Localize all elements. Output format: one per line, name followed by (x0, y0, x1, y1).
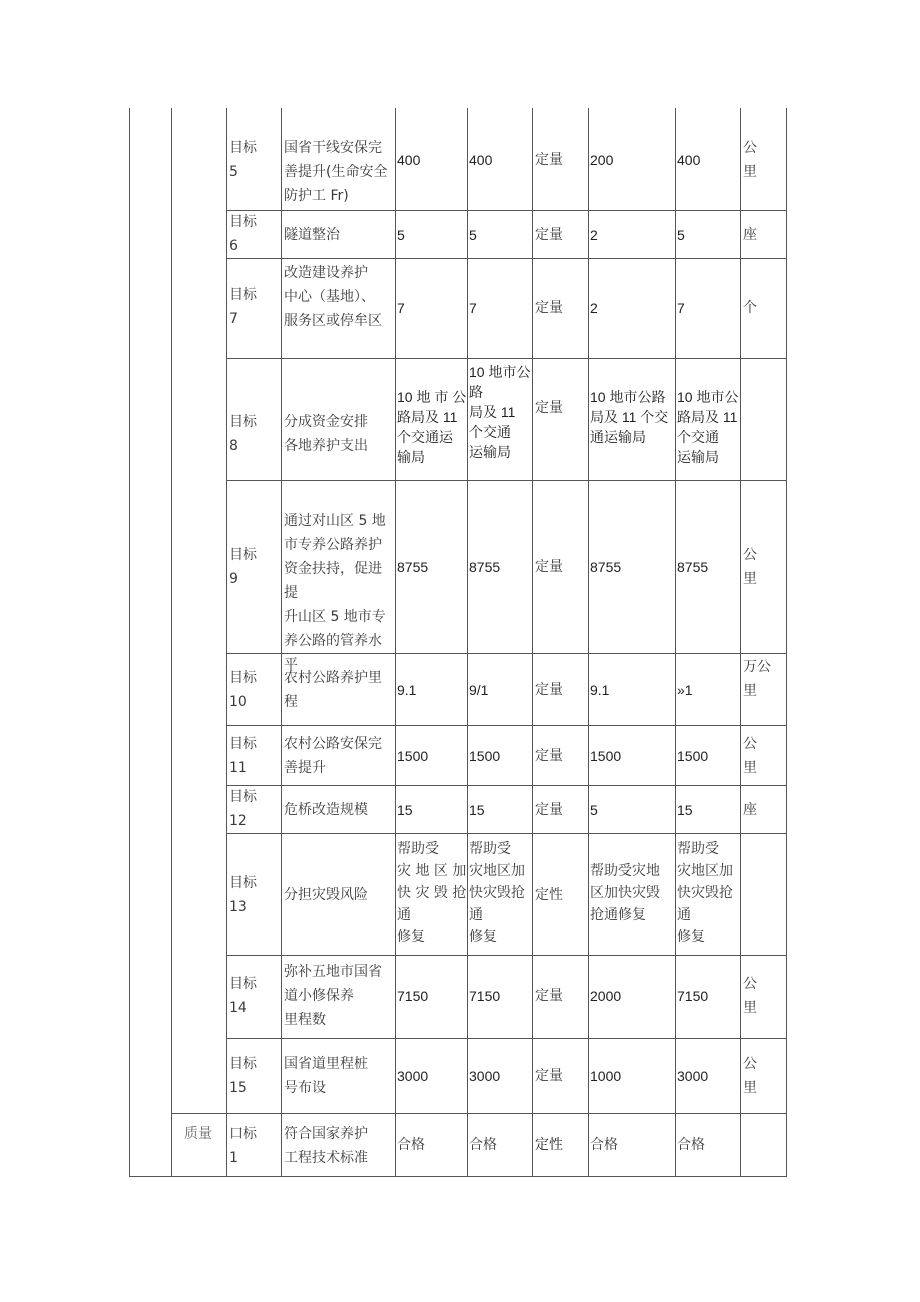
unit: 座 (743, 227, 757, 243)
target-value: 帮助受 灾地区加 快灾毁抢 通 修复 (469, 841, 525, 945)
target-value: 7150 (469, 988, 501, 1004)
row-divider (226, 955, 787, 956)
completed-value: 1500 (590, 748, 622, 764)
indicator-type: 定量 (535, 300, 563, 316)
target-value: 10 地市公 路 局及 11 个交通 运输局 (469, 364, 531, 460)
target-id: 目标 8 (229, 414, 257, 454)
table-border-left (129, 108, 130, 1177)
planned-value: 3000 (397, 1068, 429, 1084)
target-description: 农村公路安保完 善提升 (284, 736, 382, 776)
final-value: 10 地市公 路局及 11 个交通 运输局 (677, 389, 739, 465)
final-value: 3000 (677, 1068, 709, 1084)
target-id: 目标 9 (229, 547, 257, 587)
unit: 万公 里 (743, 659, 771, 699)
indicator-type: 定量 (535, 988, 563, 1004)
unit: 公 里 (743, 1056, 757, 1096)
table-col-line (588, 108, 589, 1177)
planned-value: 5 (397, 227, 405, 243)
target-value: 3000 (469, 1068, 501, 1084)
completed-value: 2000 (590, 988, 622, 1004)
row-divider (226, 258, 787, 259)
table-col-line (467, 108, 468, 1177)
indicator-type: 定量 (535, 1068, 563, 1084)
indicator-type: 定量 (535, 748, 563, 764)
table-col-line (740, 108, 741, 1177)
table-col-line (395, 108, 396, 1177)
target-value: 合格 (469, 1137, 497, 1153)
completed-value: 2 (590, 300, 598, 316)
target-value: 1500 (469, 748, 501, 764)
completed-value: 合格 (590, 1137, 618, 1153)
row-divider (226, 785, 787, 786)
unit: 个 (743, 300, 757, 316)
table-col-line (226, 108, 227, 1177)
indicator-type: 定量 (535, 152, 563, 168)
target-description: 隧道整治 (284, 227, 340, 243)
target-id: 目标 6 (229, 214, 257, 254)
indicator-type: 定性 (535, 887, 563, 903)
table-border-right (786, 108, 787, 1177)
table-col-line (281, 108, 282, 1177)
target-id: 目标 7 (229, 287, 257, 327)
indicator-type: 定量 (535, 559, 563, 575)
target-description: 通过对山区 5 地 市专养公路养护 资金扶持，促进提 升山区 5 地市专 养公路的管养水 平 (284, 513, 386, 673)
final-value: 帮助受 灾地区加 快灾毁抢 通 修复 (677, 841, 733, 945)
target-id: 目标 5 (229, 140, 257, 180)
planned-value: 7150 (397, 988, 429, 1004)
planned-value: 10 地 市 公 路局及 11 个交通运 输局 (397, 389, 467, 465)
planned-value: 7 (397, 300, 405, 316)
target-id: 目标 12 (229, 789, 257, 829)
completed-value: 9.1 (590, 682, 610, 698)
target-value: 9/1 (469, 682, 489, 698)
completed-value: 10 地市公路 局及 11 个交 通运输局 (590, 389, 669, 445)
unit: 公 里 (743, 736, 757, 776)
unit: 公 里 (743, 976, 757, 1016)
target-description: 改造建设养护 中心（基地）、 服务区或停牟区 (284, 265, 382, 329)
target-description: 分担灾毁风险 (284, 887, 368, 903)
table-col-line (171, 108, 172, 1177)
completed-value: 2 (590, 227, 598, 243)
target-description: 危桥改造规模 (284, 802, 368, 818)
planned-value: 15 (397, 802, 413, 818)
final-value: 15 (677, 802, 693, 818)
planned-value: 1500 (397, 748, 429, 764)
target-value: 5 (469, 227, 477, 243)
row-divider (226, 1038, 787, 1039)
table-border-bottom (129, 1176, 787, 1177)
final-value: »1 (677, 682, 693, 698)
target-id: 口标 1 (229, 1126, 257, 1166)
indicator-type: 定量 (535, 400, 563, 416)
completed-value: 8755 (590, 559, 622, 575)
completed-value: 5 (590, 802, 598, 818)
planned-value: 帮助受 灾 地 区 加 快 灾 毁 抢 通 修复 (397, 841, 467, 945)
target-description: 国省干线安保完 善提升(生命安全 防护工 Fr) (284, 140, 388, 204)
indicator-type: 定性 (535, 1137, 563, 1153)
table-col-line (532, 108, 533, 1177)
final-value: 400 (677, 152, 701, 168)
row-divider (226, 358, 787, 359)
target-value: 7 (469, 300, 477, 316)
target-id: 目标 10 (229, 670, 257, 710)
row-divider (226, 480, 787, 481)
indicator-type: 定量 (535, 682, 563, 698)
planned-value: 合格 (397, 1137, 425, 1153)
completed-value: 200 (590, 152, 614, 168)
target-value: 8755 (469, 559, 501, 575)
target-id: 目标 11 (229, 736, 257, 776)
row-divider (226, 725, 787, 726)
target-description: 弥补五地市国省 道小修保养 里程数 (284, 964, 382, 1028)
planned-value: 8755 (397, 559, 429, 575)
target-description: 国省道里程桩 号布设 (284, 1056, 368, 1096)
unit: 座 (743, 802, 757, 818)
target-id: 目标 13 (229, 875, 257, 915)
planned-value: 9.1 (397, 682, 417, 698)
final-value: 8755 (677, 559, 709, 575)
target-description: 农村公路养护里 程 (284, 670, 382, 710)
table-col-line (675, 108, 676, 1177)
target-id: 目标 14 (229, 976, 257, 1016)
unit: 公 里 (743, 547, 757, 587)
final-value: 7150 (677, 988, 709, 1004)
category-quality: 质量 (184, 1126, 212, 1142)
target-id: 目标 15 (229, 1056, 257, 1096)
target-description: 分成资金安排 各地养护支出 (284, 414, 368, 454)
final-value: 5 (677, 227, 685, 243)
final-value: 7 (677, 300, 685, 316)
row-divider (226, 833, 787, 834)
target-value: 400 (469, 152, 493, 168)
planned-value: 400 (397, 152, 421, 168)
indicator-type: 定量 (535, 802, 563, 818)
indicator-type: 定量 (535, 227, 563, 243)
completed-value: 1000 (590, 1068, 622, 1084)
target-value: 15 (469, 802, 485, 818)
row-divider (226, 210, 787, 211)
final-value: 合格 (677, 1137, 705, 1153)
target-description: 符合国家养护 工程技术标准 (284, 1126, 368, 1166)
unit: 公 里 (743, 140, 757, 180)
final-value: 1500 (677, 748, 709, 764)
completed-value: 帮助受灾地 区加快灾毁 抢通修复 (590, 863, 660, 923)
section-divider (171, 1113, 787, 1114)
